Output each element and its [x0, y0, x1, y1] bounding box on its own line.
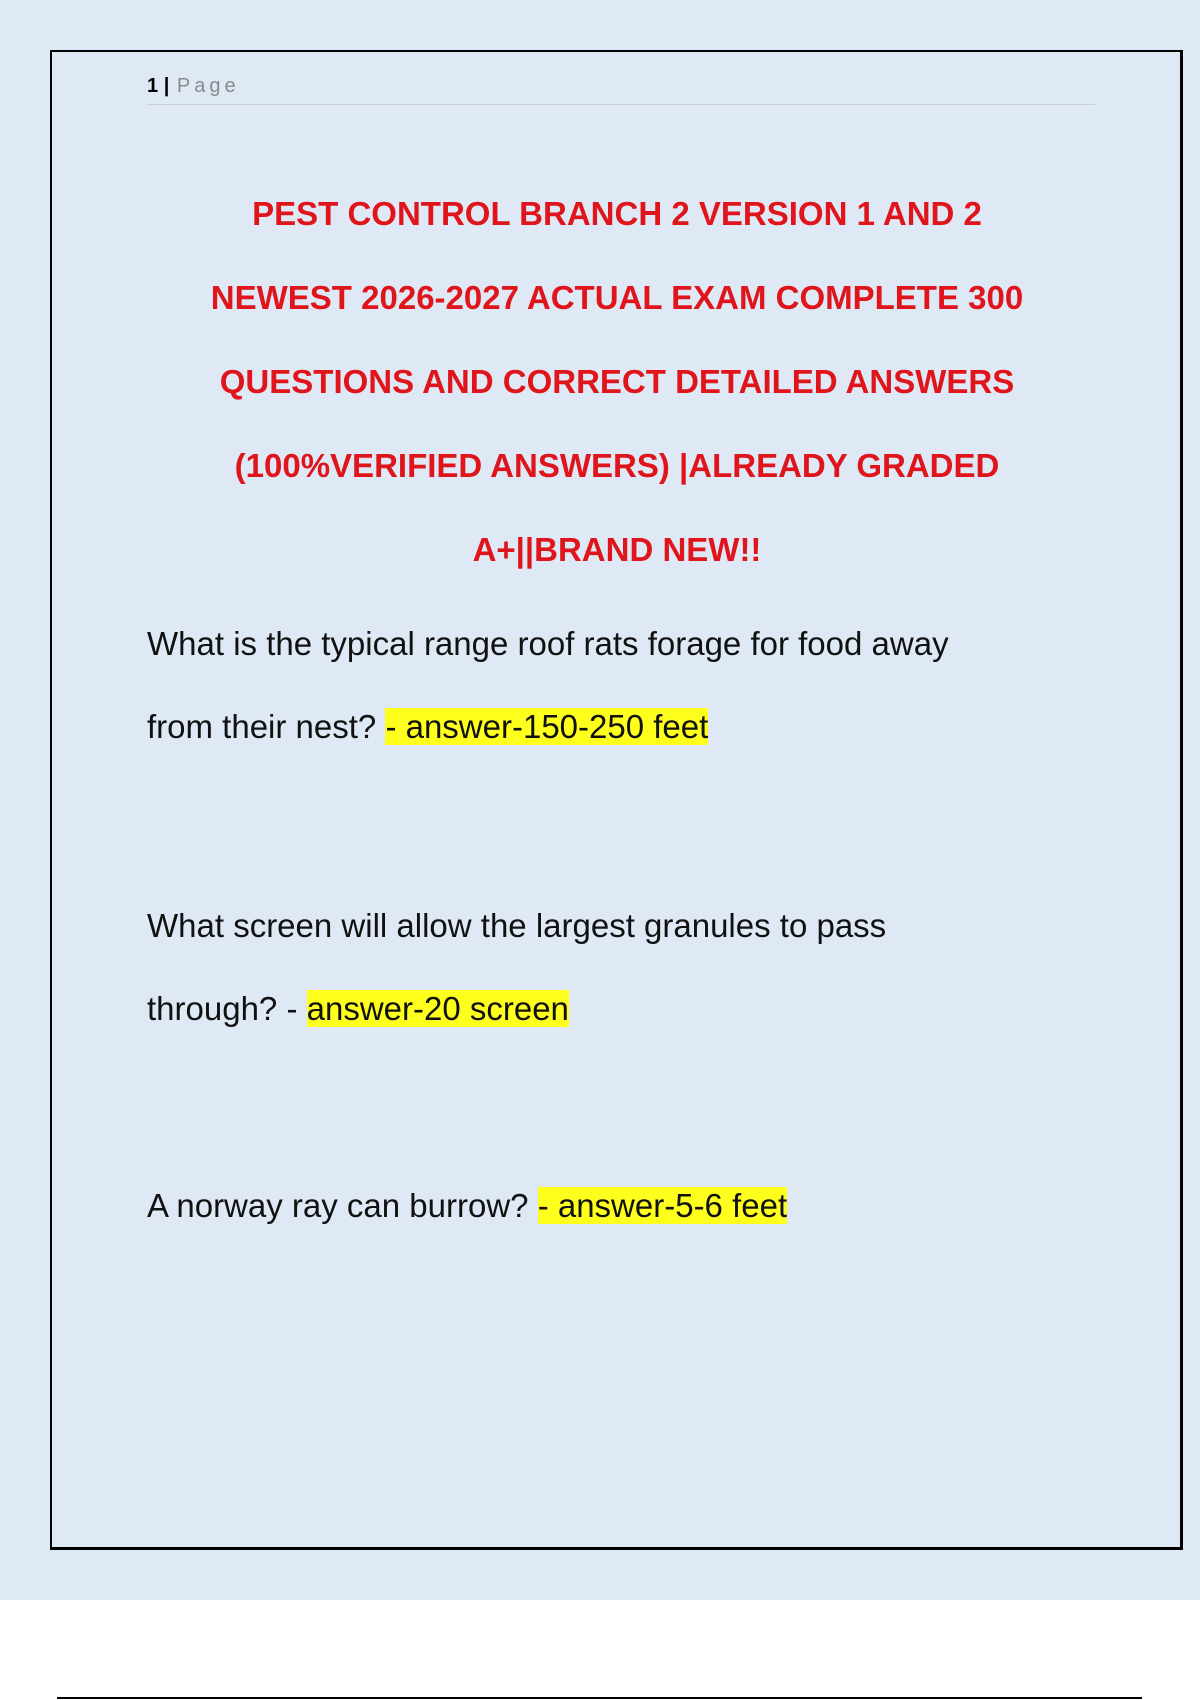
answer-highlight: answer-20 screen — [306, 990, 569, 1027]
question-text: A norway ray can burrow? — [147, 1187, 538, 1224]
page-header — [147, 74, 1095, 105]
answer-highlight: - answer-5-6 feet — [537, 1187, 788, 1224]
question-block — [147, 602, 1107, 768]
document-title — [112, 172, 1122, 592]
question-text: What is the typical range roof rats forage for food away — [147, 625, 949, 662]
question-text: What screen will allow the largest granules to pass — [147, 907, 887, 944]
question-text: through? - — [147, 990, 307, 1027]
title-line: A+||BRAND NEW!! — [472, 531, 762, 568]
page-frame — [50, 50, 1183, 1550]
title-line: QUESTIONS AND CORRECT DETAILED ANSWERS — [219, 363, 1015, 400]
page-number: 1 — [147, 75, 159, 97]
question-block — [147, 884, 1107, 1050]
question-text: from their nest? — [147, 708, 386, 745]
page-label: Page — [176, 75, 240, 97]
answer-highlight: - answer-150-250 feet — [385, 708, 709, 745]
title-line: PEST CONTROL BRANCH 2 VERSION 1 AND 2 — [252, 195, 982, 232]
title-line: (100%VERIFIED ANSWERS) |ALREADY GRADED — [234, 447, 1000, 484]
question-line — [147, 685, 1107, 768]
title-line: NEWEST 2026-2027 ACTUAL EXAM COMPLETE 300 — [210, 279, 1024, 316]
bottom-divider — [57, 1697, 1142, 1699]
question-line — [147, 1164, 1107, 1247]
page-separator: | — [163, 75, 170, 97]
question-block — [147, 1164, 1107, 1247]
question-line — [147, 967, 1107, 1050]
